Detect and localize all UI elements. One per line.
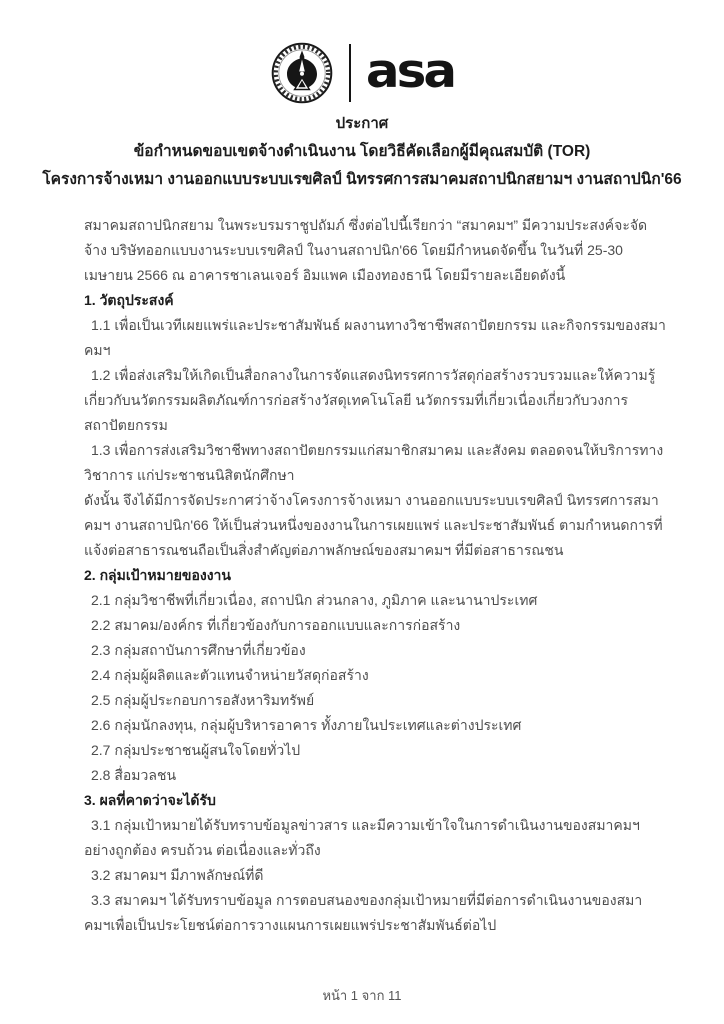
list-item: 2.6 กลุ่มนักลงทุน, กลุ่มผู้บริหารอาคาร ทั้งภายในประเทศและต่างประเทศ	[91, 717, 522, 733]
list-item: 3.2 สมาคมฯ มีภาพลักษณ์ที่ดี	[91, 867, 264, 883]
list-item: 2.7 กลุ่มประชาชนผู้สนใจโดยทั่วไป	[91, 742, 301, 758]
announcement-heading: ประกาศ	[335, 115, 389, 132]
section-2-heading: 2. กลุ่มเป้าหมายของงาน	[84, 567, 231, 583]
section-expected-results	[84, 788, 668, 938]
list-item: 2.8 สื่อมวลชน	[91, 767, 177, 783]
section-objectives	[84, 288, 668, 563]
list-item: 2.2 สมาคม/องค์กร ที่เกี่ยวข้องกับการออกแบบและการก่อสร้าง	[91, 617, 461, 633]
list-item: 2.4 กลุ่มผู้ผลิตและตัวแทนจำหน่ายวัสดุก่อสร้าง	[91, 667, 369, 683]
document-body	[84, 213, 668, 938]
section-1-closing-paragraph: ดังนั้น จึงได้มีการจัดประกาศว่าจ้างโครงการจ้างเหมา งานออกแบบระบบเรขศิลป์ นิทรรศการสมาคมฯ งานสถาปนิก'66 ให้เป็นส่วนหนึ่งของงานในการเผยแพร่ และประชาสัมพันธ์ ตามกำหนดการที่แจ้งต่อสาธารณชนถือเป็นสิ่งสำคัญต่อภาพลักษณ์ของสมาคมฯ ที่มีต่อสาธารณชน	[84, 492, 663, 558]
document-header	[0, 40, 724, 106]
list-item: 2.1 กลุ่มวิชาชีพที่เกี่ยวเนื่อง, สถาปนิก ส่วนกลาง, ภูมิภาค และนานาประเทศ	[91, 592, 538, 608]
list-item: 2.5 กลุ่มผู้ประกอบการอสังหาริมทรัพย์	[91, 692, 315, 708]
list-item: 3.1 กลุ่มเป้าหมายได้รับทราบข้อมูลข่าวสาร และมีความเข้าใจในการดำเนินงานของสมาคมฯอย่างถูกต้อง ครบถ้วน ต่อเนื่องและทั่วถึง	[84, 817, 640, 858]
list-item: 2.3 กลุ่มสถาบันการศึกษาที่เกี่ยวข้อง	[91, 642, 306, 658]
title-block	[0, 115, 724, 188]
page-number: หน้า 1 จาก 11	[322, 988, 402, 1003]
list-item: 1.2 เพื่อส่งเสริมให้เกิดเป็นสื่อกลางในการจัดแสดงนิทรรศการวัสดุก่อสร้างรวบรวมและให้ความรู้เกี่ยวกับนวัตกรรมผลิตภัณฑ์การก่อสร้างวัสดุเทคโนโลยี นวัตกรรมที่เกี่ยวเนื่องเกี่ยวกับวงการสถาปัตยกรรม	[84, 367, 656, 433]
project-name-line: โครงการจ้างเหมา งานออกแบบระบบเรขศิลป์ นิทรรศการสมาคมสถาปนิกสยามฯ งานสถาปนิก'66	[42, 171, 682, 188]
list-item: 1.3 เพื่อการส่งเสริมวิชาชีพทางสถาปัตยกรรมแก่สมาชิกสมาคม และสังคม ตลอดจนให้บริการทางวิชาการ แก่ประชาชนนิสิตนักศึกษา	[84, 442, 664, 483]
section-1-heading: 1. วัตถุประสงค์	[84, 292, 174, 308]
tor-subject-line: ข้อกำหนดขอบเขตจ้างดำเนินงาน โดยวิธีคัดเลือกผู้มีคุณสมบัติ (TOR)	[133, 143, 591, 160]
intro-paragraph: สมาคมสถาปนิกสยาม ในพระบรมราชูปถัมภ์ ซึ่งต่อไปนี้เรียกว่า “สมาคมฯ” มีความประสงค์จะจัดจ้าง บริษัทออกแบบงานระบบเรขศิลป์ ในงานสถาปนิก'66 โดยมีกำหนดจัดขึ้น ในวันที่ 25-30 เมษายน 2566 ณ อาคารชาเลนเจอร์ อิมแพค เมืองทองธานี โดยมีรายละเอียดดังนี้	[84, 217, 648, 283]
logo-divider	[349, 44, 351, 102]
section-target-groups	[84, 563, 668, 788]
list-item: 1.1 เพื่อเป็นเวทีเผยแพร่และประชาสัมพันธ์ ผลงานทางวิชาชีพสถาปัตยกรรม และกิจกรรมของสมาคมฯ	[84, 317, 666, 358]
section-3-heading: 3. ผลที่คาดว่าจะได้รับ	[84, 792, 216, 808]
list-item: 3.3 สมาคมฯ ได้รับทราบข้อมูล การตอบสนองของกลุ่มเป้าหมายที่มีต่อการดำเนินงานของสมาคมฯเพื่อเป็นประโยชน์ต่อการวางแผนการเผยแพร่ประชาสัมพันธ์ต่อไป	[84, 892, 643, 933]
asa-association-emblem-icon	[270, 41, 334, 105]
asa-logotype: asa	[365, 43, 455, 99]
